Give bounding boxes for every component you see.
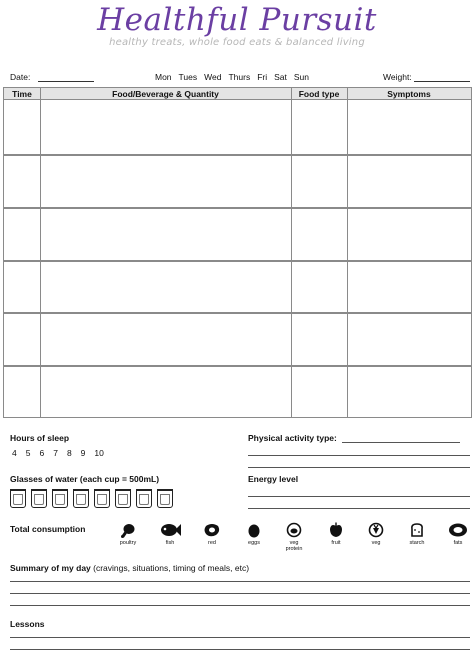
food-item-label: veg protein [285, 540, 303, 552]
sleep-option[interactable]: 5 [25, 448, 31, 458]
food-item-poultry[interactable] [116, 522, 140, 546]
logo [0, 2, 474, 48]
date-field[interactable] [38, 81, 94, 82]
date-row [10, 72, 472, 84]
column-header-symptoms: Symptoms [387, 89, 431, 99]
column-divider [291, 88, 292, 417]
table-row [4, 312, 471, 314]
table-row [4, 154, 471, 156]
water-label: Glasses of water (each cup = 500mL) [10, 474, 160, 484]
column-divider [347, 88, 348, 417]
sleep-option[interactable]: 8 [66, 448, 72, 458]
water-cup-icon[interactable] [136, 489, 152, 508]
energy-line[interactable] [248, 508, 470, 509]
food-item-veg[interactable] [364, 522, 388, 546]
column-divider [40, 88, 41, 417]
water-cup-icon[interactable] [94, 489, 110, 508]
day-option[interactable]: Tues [178, 72, 198, 82]
legume-icon [286, 522, 302, 538]
activity-line[interactable] [248, 455, 470, 456]
day-option[interactable]: Fri [257, 72, 268, 82]
day-option[interactable]: Thurs [228, 72, 251, 82]
summary-line[interactable] [10, 605, 470, 606]
drumstick-icon [120, 522, 136, 538]
consumption-label: Total consumption [10, 524, 86, 534]
day-option[interactable]: Wed [204, 72, 222, 82]
food-item-starch[interactable] [405, 522, 429, 546]
weight-label: Weight: [383, 72, 412, 82]
water-cup-icon[interactable] [115, 489, 131, 508]
lessons-line[interactable] [10, 649, 470, 650]
oil-drop-icon [448, 522, 468, 538]
vegetable-icon [368, 522, 384, 538]
sleep-option[interactable]: 6 [39, 448, 45, 458]
water-cup-icon[interactable] [31, 489, 47, 508]
logo-subtitle: healthy treats, whole food eats & balanced living [109, 37, 365, 48]
sleep-option[interactable]: 9 [80, 448, 86, 458]
food-item-eggs[interactable] [242, 522, 266, 546]
food-item-fish[interactable] [158, 522, 182, 546]
food-item-fats[interactable] [446, 522, 470, 546]
table-row [4, 207, 471, 209]
sleep-option[interactable]: 7 [53, 448, 58, 458]
food-item-label: fish [165, 540, 175, 546]
summary-hint: (cravings, situations, timing of meals, etc) [90, 563, 250, 573]
sleep-option[interactable]: 4 [12, 448, 17, 458]
food-item-veg-protein[interactable] [281, 522, 307, 552]
day-option[interactable]: Sat [274, 72, 287, 82]
table-row [4, 260, 471, 262]
water-cup-icon[interactable] [52, 489, 68, 508]
column-header-food: Food/Beverage & Quantity [112, 89, 219, 99]
summary-line[interactable] [10, 593, 470, 594]
sleep-options [12, 448, 104, 458]
water-cup-icon[interactable] [157, 489, 173, 508]
food-item-red[interactable] [200, 522, 224, 546]
egg-icon [247, 522, 261, 538]
bread-icon [409, 522, 425, 538]
logo-title: Healthful Pursuit [97, 2, 377, 38]
water-cups [10, 489, 173, 508]
sleep-option[interactable]: 10 [94, 448, 104, 458]
activity-label: Physical activity type: [248, 433, 337, 443]
food-item-label: veg [371, 540, 381, 546]
column-header-time: Time [12, 89, 32, 99]
summary-heading [10, 563, 249, 573]
energy-label: Energy level [248, 474, 299, 484]
steak-icon [203, 522, 221, 538]
weight-field[interactable] [414, 81, 470, 82]
food-item-label: red [208, 540, 216, 546]
fish-icon [159, 522, 181, 538]
date-label: Date: [10, 72, 31, 82]
column-header-food-type: Food type [298, 89, 340, 99]
table-row [4, 365, 471, 367]
lessons-line[interactable] [10, 637, 470, 638]
food-item-label: eggs [248, 540, 260, 546]
food-item-fruit[interactable] [324, 522, 348, 546]
energy-line[interactable] [248, 496, 470, 497]
activity-line[interactable] [248, 467, 470, 468]
summary-line[interactable] [10, 581, 470, 582]
food-item-label: poultry [119, 540, 137, 546]
food-item-label: fruit [331, 540, 341, 546]
sleep-label: Hours of sleep [10, 433, 70, 443]
lessons-label: Lessons [10, 619, 45, 629]
food-item-label: fats [453, 540, 463, 546]
activity-field[interactable] [342, 442, 460, 443]
table-header [4, 88, 471, 100]
day-option[interactable]: Sun [293, 72, 310, 82]
day-option[interactable]: Mon [155, 72, 172, 82]
apple-icon [328, 522, 344, 538]
summary-label: Summary of my day [10, 563, 91, 573]
food-log-table [3, 87, 472, 418]
food-item-label: starch [409, 540, 425, 546]
weekday-options [155, 72, 309, 82]
water-cup-icon[interactable] [10, 489, 26, 508]
water-cup-icon[interactable] [73, 489, 89, 508]
